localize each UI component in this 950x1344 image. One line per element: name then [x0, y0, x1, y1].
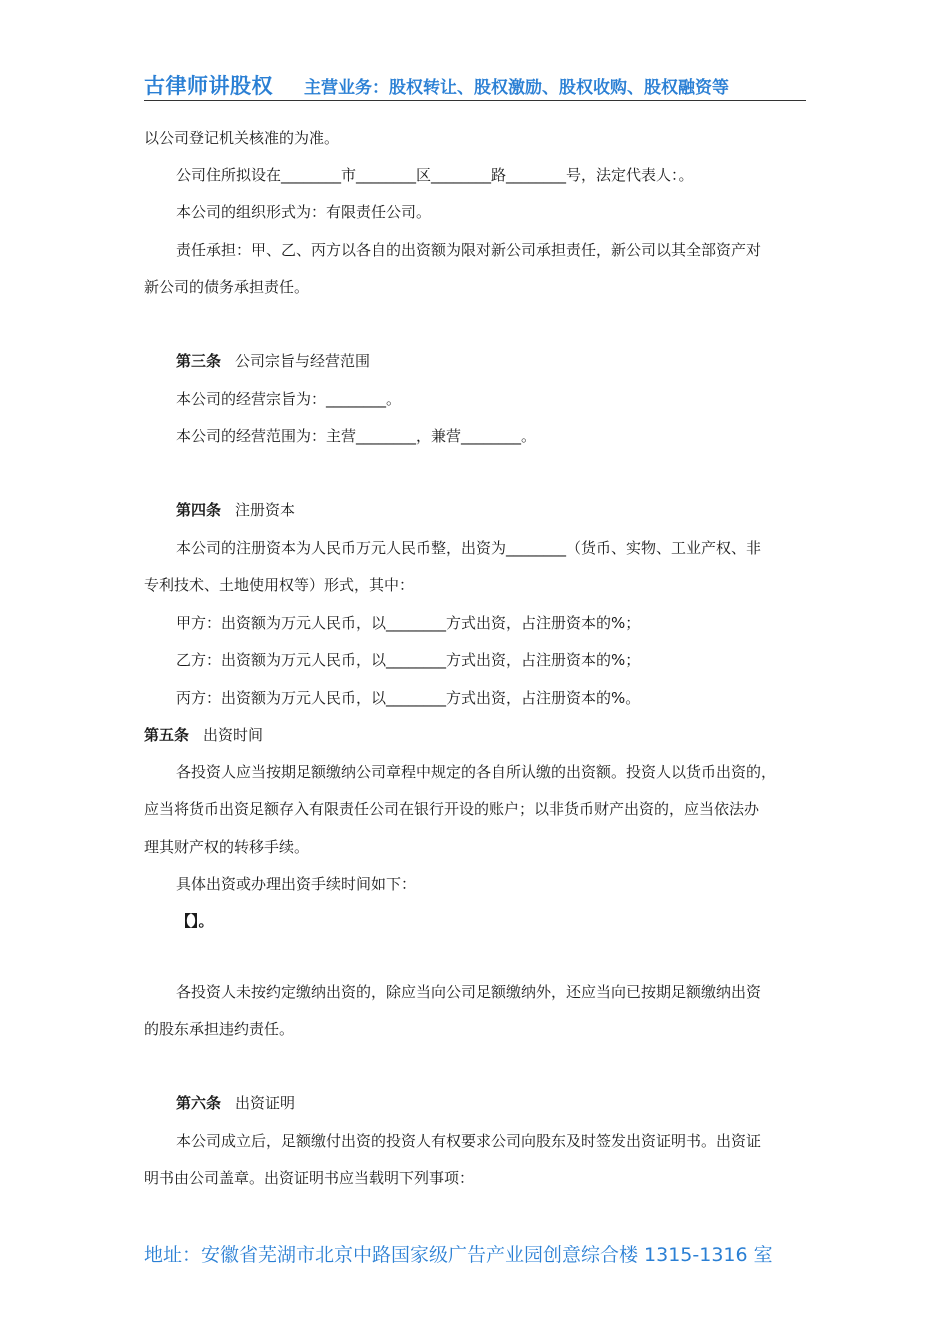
paragraph-line: 明书由公司盖章。出资证明书应当载明下列事项：: [144, 1169, 475, 1187]
article-number: 第六条: [176, 1094, 222, 1112]
paragraph-line: 具体出资或办理出资手续时间如下：: [176, 875, 417, 893]
article-title: 出资时间: [203, 726, 264, 744]
business-scope: 主营业务：股权转让、股权激励、股权收购、股权融资等: [304, 78, 729, 98]
footer-address: 地址：安徽省芜湖市北京中路国家级广告产业园创意综合楼 1315-1316 室: [144, 1244, 773, 1266]
paragraph-line: 本公司的经营宗旨为：________。: [176, 390, 402, 408]
article-heading-4: [176, 500, 295, 520]
brand-title: 古律师讲股权: [144, 74, 273, 98]
article-number: 第四条: [176, 501, 222, 519]
paragraph-line: 本公司的组织形式为：有限责任公司。: [176, 203, 432, 221]
paragraph-line: 公司住所拟设在________市________区________路________号，法定代表人：。: [176, 166, 694, 184]
article-number: 第五条: [144, 726, 190, 744]
paragraph-line: 责任承担：甲、乙、丙方以各自的出资额为限对新公司承担责任，新公司以其全部资产对: [176, 241, 762, 259]
paragraph-line: 丙方：出资额为万元人民币，以________方式出资，占注册资本的%。: [176, 689, 641, 707]
paragraph-line: 应当将货币出资足额存入有限责任公司在银行开设的账户；以非货币财产出资的，应当依法办: [144, 800, 760, 818]
article-heading-5: [144, 725, 263, 745]
paragraph-line: 专利技术、土地使用权等）形式，其中：: [144, 576, 415, 594]
page-header: [144, 70, 806, 101]
paragraph-line: 本公司成立后，足额缴付出资的投资人有权要求公司向股东及时签发出资证明书。出资证: [176, 1132, 762, 1150]
paragraph-line: 乙方：出资额为万元人民币，以________方式出资，占注册资本的%；: [176, 651, 641, 669]
paragraph-line: 【】。: [176, 912, 214, 930]
article-heading-3: [176, 351, 370, 371]
paragraph-line: 本公司的经营范围为：主营________，兼营________。: [176, 427, 537, 445]
paragraph-line: 各投资人未按约定缴纳出资的，除应当向公司足额缴纳外，还应当向已按期足额缴纳出资: [176, 983, 762, 1001]
paragraph-line: 甲方：出资额为万元人民币，以________方式出资，占注册资本的%；: [176, 614, 641, 632]
paragraph-line: 本公司的注册资本为人民币万元人民币整，出资为________（货币、实物、工业产权、非: [176, 539, 762, 557]
article-title: 公司宗旨与经营范围: [235, 352, 371, 370]
article-title: 注册资本: [235, 501, 296, 519]
article-title: 出资证明: [235, 1094, 296, 1112]
article-heading-6: [176, 1093, 295, 1113]
paragraph-line: 理其财产权的转移手续。: [144, 838, 310, 856]
paragraph-line: 的股东承担违约责任。: [144, 1020, 295, 1038]
paragraph-line: 新公司的债务承担责任。: [144, 278, 310, 296]
article-number: 第三条: [176, 352, 222, 370]
paragraph-line: 以公司登记机关核准的为准。: [144, 129, 340, 147]
paragraph-line: 各投资人应当按期足额缴纳公司章程中规定的各自所认缴的出资额。投资人以货币出资的，: [176, 763, 777, 781]
